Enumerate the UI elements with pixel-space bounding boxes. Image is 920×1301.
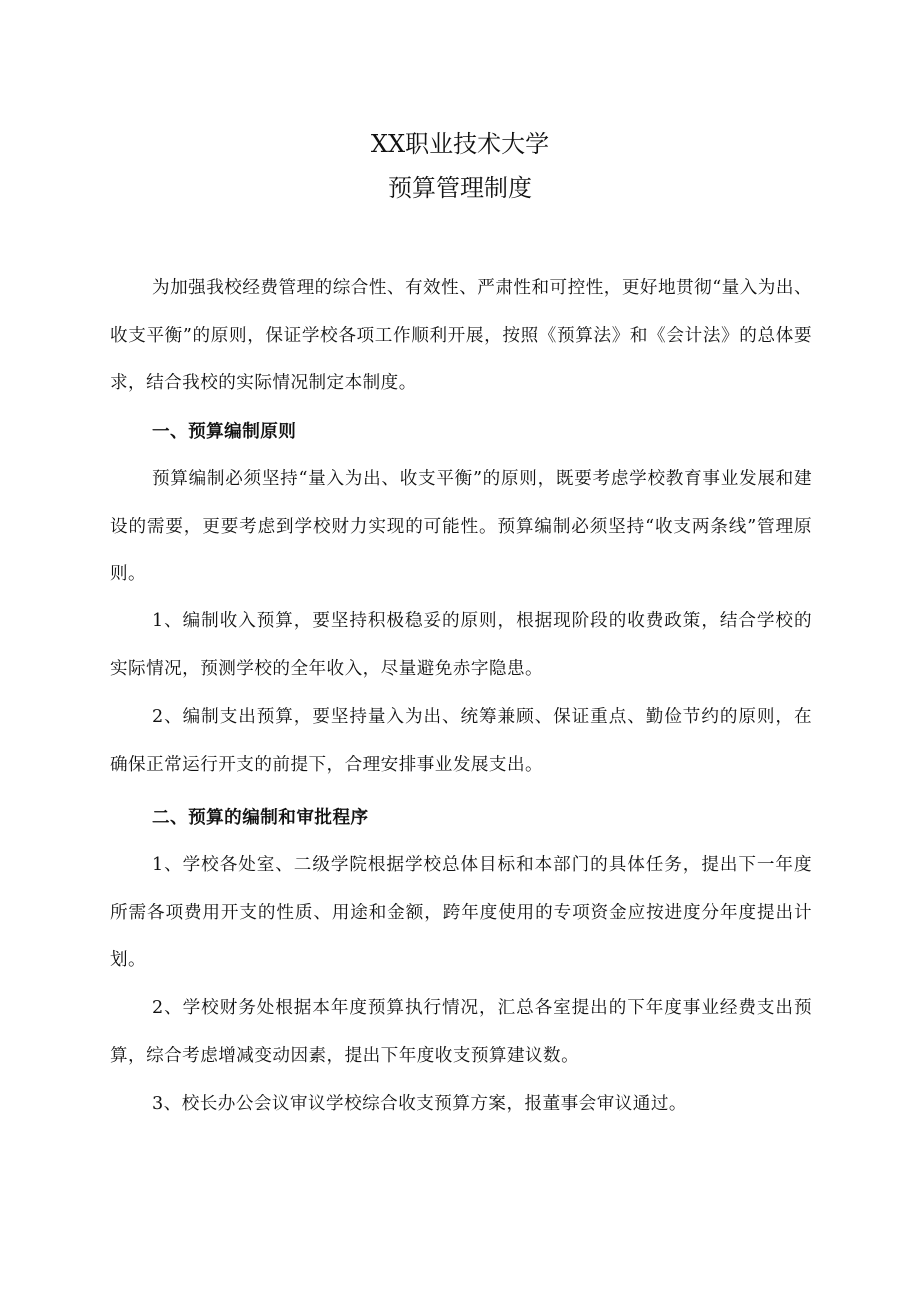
section-paragraph: 2、编制支出预算，要坚持量入为出、统筹兼顾、保证重点、勤俭节约的原则，在确保正常运行开支的前提下，合理安排事业发展支出。 bbox=[110, 707, 812, 775]
document-title: XX职业技术大学 bbox=[370, 130, 550, 158]
section-paragraph: 1、编制收入预算，要坚持积极稳妥的原则，根据现阶段的收费政策，结合学校的实际情况，预测学校的全年收入，尽量避免赤字隐患。 bbox=[110, 611, 812, 679]
intro-paragraph: 为加强我校经费管理的综合性、有效性、严肃性和可控性，更好地贯彻“量入为出、收支平衡”的原则，保证学校各项工作顺利开展，按照《预算法》和《会计法》的总体要求，结合我校的实际情况制定本制度。 bbox=[110, 278, 812, 393]
document-subtitle: 预算管理制度 bbox=[388, 174, 532, 202]
section-heading: 一、预算编制原则 bbox=[152, 421, 297, 442]
section-paragraph: 预算编制必须坚持“量入为出、收支平衡”的原则，既要考虑学校教育事业发展和建设的需要，更要考虑到学校财力实现的可能性。预算编制必须坚持“收支两条线”管理原则。 bbox=[110, 469, 812, 584]
section-paragraph: 3、校长办公会议审议学校综合收支预算方案，报董事会审议通过。 bbox=[152, 1094, 687, 1114]
section-heading: 二、预算的编制和审批程序 bbox=[152, 807, 369, 828]
section-paragraph: 2、学校财务处根据本年度预算执行情况，汇总各室提出的下年度事业经费支出预算，综合考虑增减变动因素，提出下年度收支预算建议数。 bbox=[110, 998, 812, 1066]
section-paragraph: 1、学校各处室、二级学院根据学校总体目标和本部门的具体任务，提出下一年度所需各项费用开支的性质、用途和金额，跨年度使用的专项资金应按进度分年度提出计划。 bbox=[110, 855, 812, 970]
